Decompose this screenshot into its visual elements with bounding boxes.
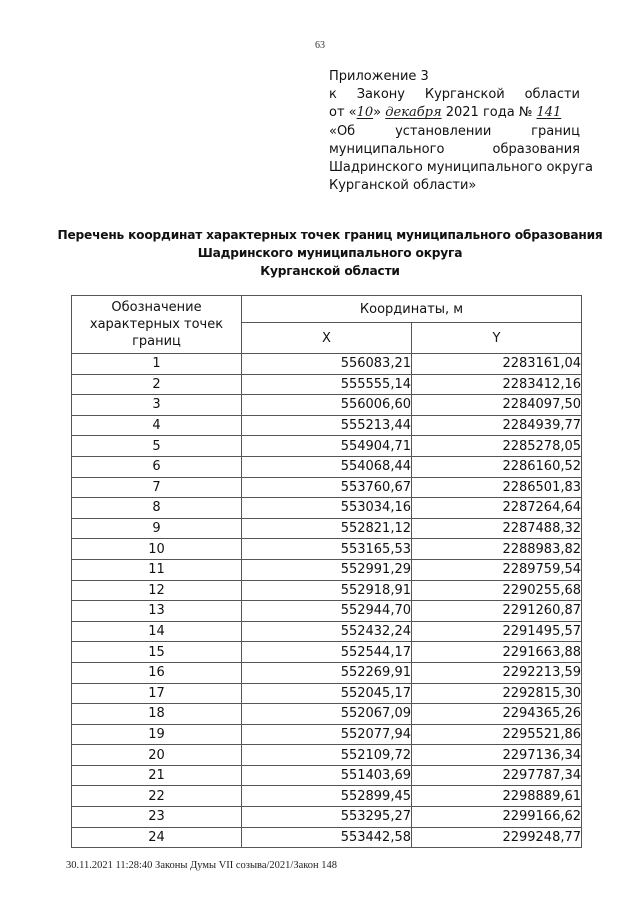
header-x: X (242, 323, 412, 354)
page-number: 63 (315, 40, 325, 51)
y-coordinate-cell: 2284097,50 (412, 395, 582, 416)
table-row (72, 354, 582, 375)
table-row (72, 642, 582, 663)
point-number-cell: 9 (72, 518, 242, 539)
appendix-line-region: Курганской области» (329, 178, 477, 194)
header-y: Y (412, 323, 582, 354)
y-coordinate-cell: 2297136,34 (412, 745, 582, 766)
y-coordinate-cell: 2283412,16 (412, 374, 582, 395)
point-number-cell: 10 (72, 539, 242, 560)
table-row (72, 374, 582, 395)
word: «Об (329, 123, 356, 139)
point-number-cell: 19 (72, 724, 242, 745)
y-coordinate-cell: 2299166,62 (412, 807, 582, 828)
x-coordinate-cell: 552991,29 (242, 559, 412, 580)
y-coordinate-cell: 2297787,34 (412, 765, 582, 786)
point-number-cell: 7 (72, 477, 242, 498)
y-coordinate-cell: 2292815,30 (412, 683, 582, 704)
footer-stamp: 30.11.2021 11:28:40 Законы Думы VII созыва/2021/Закон 148 (66, 860, 338, 871)
appendix-header (329, 68, 594, 195)
y-coordinate-cell: 2291260,87 (412, 601, 582, 622)
x-coordinate-cell: 553165,53 (242, 539, 412, 560)
table-row (72, 683, 582, 704)
handwritten-month: декабря (385, 105, 442, 121)
table-row (72, 395, 582, 416)
table-row (72, 662, 582, 683)
date-mid: » (373, 105, 382, 121)
point-number-cell: 14 (72, 621, 242, 642)
x-coordinate-cell: 554068,44 (242, 456, 412, 477)
appendix-line-district: Шадринского муниципального округа (329, 160, 594, 176)
y-coordinate-cell: 2286160,52 (412, 456, 582, 477)
word: границ (531, 123, 580, 139)
title-line-3: Курганской области (260, 264, 400, 278)
point-number-cell: 8 (72, 498, 242, 519)
x-coordinate-cell: 555213,44 (242, 415, 412, 436)
table-row (72, 745, 582, 766)
x-coordinate-cell: 553760,67 (242, 477, 412, 498)
appendix-title: Приложение 3 (329, 69, 429, 84)
x-coordinate-cell: 552918,91 (242, 580, 412, 601)
y-coordinate-cell: 2295521,86 (412, 724, 582, 745)
word: к (329, 87, 337, 103)
word: области (524, 87, 580, 103)
x-coordinate-cell: 554904,71 (242, 436, 412, 457)
table-row (72, 477, 582, 498)
table-row (72, 765, 582, 786)
appendix-line-date (329, 104, 580, 122)
y-coordinate-cell: 2289759,54 (412, 559, 582, 580)
y-coordinate-cell: 2290255,68 (412, 580, 582, 601)
y-coordinate-cell: 2298889,61 (412, 786, 582, 807)
y-coordinate-cell: 2286501,83 (412, 477, 582, 498)
table-row (72, 498, 582, 519)
x-coordinate-cell: 552944,70 (242, 601, 412, 622)
y-coordinate-cell: 2283161,04 (412, 354, 582, 375)
y-coordinate-cell: 2291495,57 (412, 621, 582, 642)
x-coordinate-cell: 553034,16 (242, 498, 412, 519)
coordinates-table (71, 295, 582, 848)
x-coordinate-cell: 555555,14 (242, 374, 412, 395)
word: образования (492, 141, 580, 157)
x-coordinate-cell: 556006,60 (242, 395, 412, 416)
table-row (72, 807, 582, 828)
point-number-cell: 23 (72, 807, 242, 828)
table-row (72, 539, 582, 560)
point-number-cell: 17 (72, 683, 242, 704)
point-number-cell: 18 (72, 704, 242, 725)
table-row (72, 436, 582, 457)
table-row (72, 786, 582, 807)
word: Закону (356, 87, 406, 103)
y-coordinate-cell: 2287264,64 (412, 498, 582, 519)
date-prefix: от « (329, 105, 357, 121)
point-number-cell: 22 (72, 786, 242, 807)
table-body (72, 354, 582, 848)
table-row (72, 415, 582, 436)
word: муниципального (329, 141, 445, 157)
y-coordinate-cell: 2291663,88 (412, 642, 582, 663)
appendix-line-municipal (329, 141, 580, 159)
x-coordinate-cell: 552067,09 (242, 704, 412, 725)
table-row (72, 580, 582, 601)
point-number-cell: 3 (72, 395, 242, 416)
point-number-cell: 2 (72, 374, 242, 395)
date-year: 2021 года № (445, 105, 533, 121)
y-coordinate-cell: 2284939,77 (412, 415, 582, 436)
appendix-line-law (329, 86, 580, 104)
x-coordinate-cell: 552077,94 (242, 724, 412, 745)
y-coordinate-cell: 2292213,59 (412, 662, 582, 683)
table-row (72, 621, 582, 642)
point-number-cell: 15 (72, 642, 242, 663)
x-coordinate-cell: 552821,12 (242, 518, 412, 539)
title-line-1: Перечень координат характерных точек границ муниципального образования (57, 228, 603, 242)
y-coordinate-cell: 2288983,82 (412, 539, 582, 560)
handwritten-number: 141 (536, 105, 562, 121)
table-row (72, 724, 582, 745)
table-row (72, 518, 582, 539)
table-row (72, 704, 582, 725)
header-coordinates: Координаты, м (242, 296, 582, 323)
point-number-cell: 20 (72, 745, 242, 766)
x-coordinate-cell: 552045,17 (242, 683, 412, 704)
point-number-cell: 11 (72, 559, 242, 580)
point-number-cell: 4 (72, 415, 242, 436)
point-number-cell: 12 (72, 580, 242, 601)
x-coordinate-cell: 552544,17 (242, 642, 412, 663)
document-title (40, 226, 620, 280)
point-number-cell: 21 (72, 765, 242, 786)
x-coordinate-cell: 552432,24 (242, 621, 412, 642)
table-row (72, 601, 582, 622)
handwritten-day: 10 (356, 105, 374, 121)
y-coordinate-cell: 2285278,05 (412, 436, 582, 457)
point-number-cell: 13 (72, 601, 242, 622)
x-coordinate-cell: 552899,45 (242, 786, 412, 807)
appendix-line-subject (329, 123, 580, 141)
x-coordinate-cell: 553442,58 (242, 827, 412, 848)
point-number-cell: 24 (72, 827, 242, 848)
x-coordinate-cell: 552269,91 (242, 662, 412, 683)
table-header-row (72, 296, 582, 323)
x-coordinate-cell: 551403,69 (242, 765, 412, 786)
table-row (72, 827, 582, 848)
x-coordinate-cell: 552109,72 (242, 745, 412, 766)
point-number-cell: 6 (72, 456, 242, 477)
title-line-2: Шадринского муниципального округа (197, 246, 463, 260)
word: Курганской (424, 87, 505, 103)
x-coordinate-cell: 556083,21 (242, 354, 412, 375)
x-coordinate-cell: 553295,27 (242, 807, 412, 828)
word: установлении (395, 123, 492, 139)
point-number-cell: 1 (72, 354, 242, 375)
y-coordinate-cell: 2294365,26 (412, 704, 582, 725)
point-number-cell: 16 (72, 662, 242, 683)
table-row (72, 456, 582, 477)
point-number-cell: 5 (72, 436, 242, 457)
y-coordinate-cell: 2287488,32 (412, 518, 582, 539)
table-row (72, 559, 582, 580)
y-coordinate-cell: 2299248,77 (412, 827, 582, 848)
header-point-designation: Обозначение характерных точек границ (72, 296, 242, 354)
